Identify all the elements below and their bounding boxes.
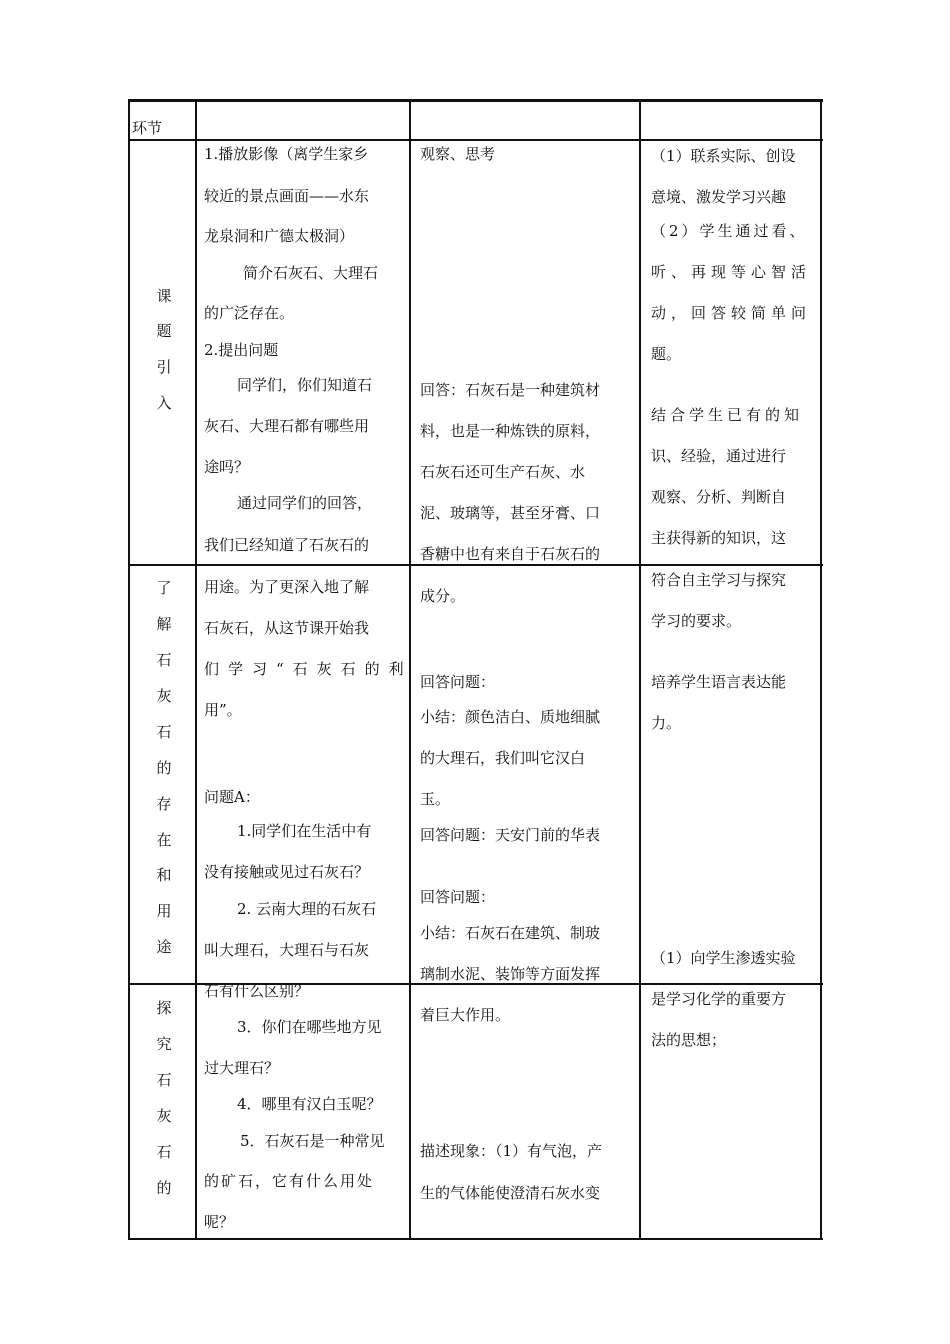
text-line: 小结：石灰石在建筑、制玻 [420, 924, 601, 942]
document-page: 环节 课 题 引 入 了 解 石 灰 石 的 存 在 和 用 途 探 究 石 灰 石 的 1.播放影像（离学生家乡 较近的景点画面——水东 龙泉洞和广德太极洞） 简介石灰石、大理石 的广泛存在。 2.提出问题 同学们，你们知道石 灰石、大理石都有哪些用 途吗？ 通过同学们的回答， 我们已经知道了石灰石的 用途。为了更深入地了解 石灰石，从这节课开始我 们学习“石灰石的利 用”。 问题A： 1.同学们在生活中有 没有接触或见过石灰石？ 2. 云南大理的石灰石 叫大理石，大理石与石灰 石有什么区别？ 3．你们在哪些地方见 过大理石？ 4．哪里有汉白玉呢？ 5．石灰石是一种常见 的矿石，它有什么用处 呢？ 观察、思考 回答：石灰石是一种建筑材 料，也是一种炼铁的原料， 石灰石还可生产石灰、水 泥、玻璃等，甚至牙膏、口 香糖中也有来自于石灰石的 成分。 回答问题： 小结：颜色洁白、质地细腻 的大理石，我们叫它汉白 玉。 回答问题：天安门前的华表 回答问题： 小结：石灰石在建筑、制玻 璃制水泥、装饰等方面发挥 着巨大作用。 描述现象：（1）有气泡，产 生的气体能使澄清石灰水变 （1）联系实际、创设 意境、激发学习兴趣 （2）学生通过看、 听、再现等心智活 动，回答较简单问 题。 结合学生已有的知 识、经验，通过进行 观察、分析、判断自 主获得新的知识，这 符合自主学习与探究 学习的要求。 培养学生语言表达能 力。 （1）向学生渗透实验 是学习化学的重要方 法的思想； [0, 0, 950, 1344]
text-line: （1）向学生渗透实验 [651, 949, 796, 967]
header-stage-label: 环节 [132, 119, 163, 137]
text-line: 符合自主学习与探究 [651, 571, 787, 589]
table-row-divider [128, 564, 823, 566]
text-line: 1.播放影像（离学生家乡 [204, 145, 369, 163]
text-line: 3．你们在哪些地方见 [237, 1018, 382, 1036]
table-col-divider [195, 99, 197, 1240]
text-line: 石灰石还可生产石灰、水 [420, 463, 586, 481]
text-line: 观察、思考 [420, 145, 496, 163]
text-line: 璃制水泥、装饰等方面发挥 [420, 965, 601, 983]
text-line: 小结：颜色洁白、质地细腻 [420, 708, 601, 726]
text-segment: 们学习“石灰石的利 [204, 660, 413, 678]
text-line: 没有接触或见过石灰石？ [204, 863, 370, 881]
table-border-bottom [128, 1238, 823, 1240]
text-line: 2.提出问题 [204, 341, 279, 359]
text-line: 的矿石，它有什么用处 [204, 1172, 375, 1190]
text-line: 香糖中也有来自于石灰石的 [420, 545, 601, 563]
text-line: 用”。 [204, 701, 242, 719]
text-line: 识、经验，通过进行 [651, 447, 787, 465]
text-line: 料，也是一种炼铁的原料， [420, 422, 601, 440]
text-line: 题。 [651, 345, 682, 363]
text-line: 通过同学们的回答， [237, 494, 373, 512]
table-border-left [128, 99, 130, 1240]
text-line: 是学习化学的重要方 [651, 990, 787, 1008]
text-line: 较近的景点画面——水东 [204, 187, 370, 205]
text-line: 观察、分析、判断自 [651, 488, 787, 506]
text-line: 动，回答较简单问 [651, 304, 812, 322]
text-line: 法的思想； [651, 1031, 727, 1049]
text-line: 意境、激发学习兴趣 [651, 188, 787, 206]
text-line: 同学们，你们知道石 [237, 376, 373, 394]
text-line: 我们已经知道了石灰石的 [204, 536, 370, 554]
table-border-top [128, 99, 823, 102]
text-line: 用途。为了更深入地了解 [204, 578, 370, 596]
text-line: 灰石、大理石都有哪些用 [204, 417, 370, 435]
text-line: 回答问题： [420, 888, 496, 906]
text-line: 途吗？ [204, 458, 250, 476]
text-line: 学习的要求。 [651, 612, 742, 630]
text-line: （2）学生通过看、 [651, 222, 808, 240]
text-line: 龙泉洞和广德太极洞） [204, 227, 355, 245]
text-line: 石灰石，从这节课开始我 [204, 619, 370, 637]
text-line: 问题A： [204, 788, 260, 806]
text-line: 生的气体能使澄清石灰水变 [420, 1184, 601, 1202]
text-line: 成分。 [420, 587, 466, 605]
text-line: 培养学生语言表达能 [651, 673, 787, 691]
text-line: 着巨大作用。 [420, 1006, 511, 1024]
text-line: 结合学生已有的知 [651, 406, 804, 424]
text-line: 1.同学们在生活中有 [237, 822, 372, 840]
text-line: 回答：石灰石是一种建筑材 [420, 381, 601, 399]
text-line: 的大理石，我们叫它汉白 [420, 749, 586, 767]
text-line: 回答问题： [420, 673, 496, 691]
table-row-divider [128, 139, 823, 141]
text-line-justified [204, 660, 413, 678]
text-line: 石有什么区别？ [204, 982, 310, 1000]
text-line: 回答问题：天安门前的华表 [420, 826, 601, 844]
text-line: 描述现象：（1）有气泡，产 [420, 1142, 603, 1160]
text-line: 主获得新的知识，这 [651, 529, 787, 547]
text-line: （1）联系实际、创设 [651, 147, 796, 165]
text-line: 的广泛存在。 [204, 304, 295, 322]
text-line: 呢？ [204, 1213, 235, 1231]
text-line: 力。 [651, 714, 682, 732]
text-line: 2. 云南大理的石灰石 [237, 900, 377, 918]
table-col-divider [639, 99, 641, 1240]
text-line: 叫大理石，大理石与石灰 [204, 941, 370, 959]
text-line: 泥、玻璃等，甚至牙膏、口 [420, 504, 601, 522]
text-line: 过大理石？ [204, 1059, 280, 1077]
text-line: 玉。 [420, 790, 451, 808]
text-line: 简介石灰石、大理石 [243, 264, 379, 282]
text-line: 听、再现等心智活 [651, 263, 812, 281]
text-line: 4．哪里有汉白玉呢？ [237, 1095, 382, 1113]
table-border-right [820, 99, 822, 1240]
text-line: 5．石灰石是一种常见 [240, 1132, 385, 1150]
